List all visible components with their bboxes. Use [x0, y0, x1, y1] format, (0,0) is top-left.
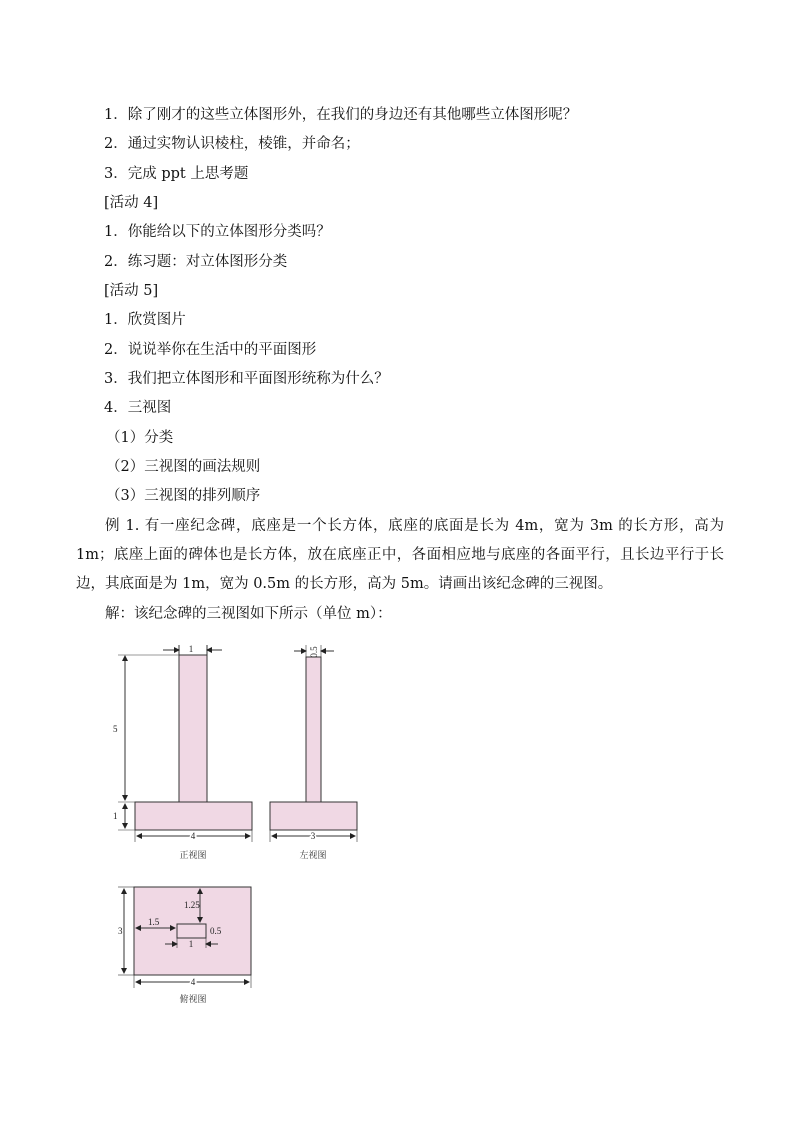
text-line-1: 1．除了刚才的这些立体图形外，在我们的身边还有其他哪些立体图形呢？ [104, 107, 578, 123]
front-base [135, 802, 252, 830]
solution-line: 解：该纪念碑的三视图如下所示（单位 m）： [105, 606, 392, 622]
example-paragraph: 例 1. 有一座纪念碑，底座是一个长方体，底座的底面是长为 4m，宽为 3m 的长方形，高为 1m；底座上面的碑体也是长方体，放在底座正中，各面相应地与底座的各面平行，且长边平行于长边，其底面是为 1m，宽为 0.5m 的长方形，高为 5m。请画出该纪念碑的三视图。 [76, 518, 724, 592]
front-base-width: 4 [190, 831, 196, 841]
top-inner-h: 0.5 [210, 926, 222, 936]
front-view [118, 645, 252, 842]
text-line-10: 3．我们把立体图形和平面图形统称为什么？ [104, 371, 389, 387]
top-pillar [177, 924, 206, 938]
activity-4-heading: [活动 4] [104, 195, 159, 211]
top-inner-w: 1 [188, 939, 194, 949]
text-line-5: 1．你能给以下的立体图形分类吗？ [104, 224, 331, 240]
text-line-2: 2．通过实物认识棱柱，棱锥，并命名； [104, 136, 360, 152]
text-line-12: （1）分类 [106, 430, 174, 446]
side-view [270, 645, 357, 842]
text-line-9: 2．说说举你在生活中的平面图形 [104, 342, 317, 358]
front-height-top: 5 [113, 724, 118, 734]
text-line-13: （2）三视图的画法规则 [106, 459, 261, 475]
side-pillar [306, 657, 321, 802]
side-base-width: 3 [310, 831, 316, 841]
text-line-11: 4．三视图 [104, 400, 172, 416]
side-view-caption: 左视图 [299, 851, 327, 861]
activity-5-heading: [活动 5] [104, 283, 159, 299]
side-top-width: 0.5 [309, 646, 319, 658]
text-line-6: 2．练习题：对立体图形分类 [104, 254, 288, 270]
front-top-width: 1 [188, 644, 194, 654]
top-height: 3 [118, 926, 123, 936]
top-offset-y: 1.25 [184, 900, 200, 910]
text-line-8: 1．欣赏图片 [104, 312, 186, 328]
text-line-14: （3）三视图的排列顺序 [106, 488, 261, 504]
top-width: 4 [190, 977, 196, 987]
front-pillar [179, 655, 207, 802]
top-view-caption: 俯视图 [179, 995, 207, 1005]
front-view-caption: 正视图 [179, 851, 207, 861]
top-offset-x: 1.5 [148, 917, 160, 927]
front-height-base: 1 [113, 811, 118, 821]
text-line-3: 3．完成 ppt 上思考题 [104, 166, 249, 182]
side-base [270, 802, 357, 830]
